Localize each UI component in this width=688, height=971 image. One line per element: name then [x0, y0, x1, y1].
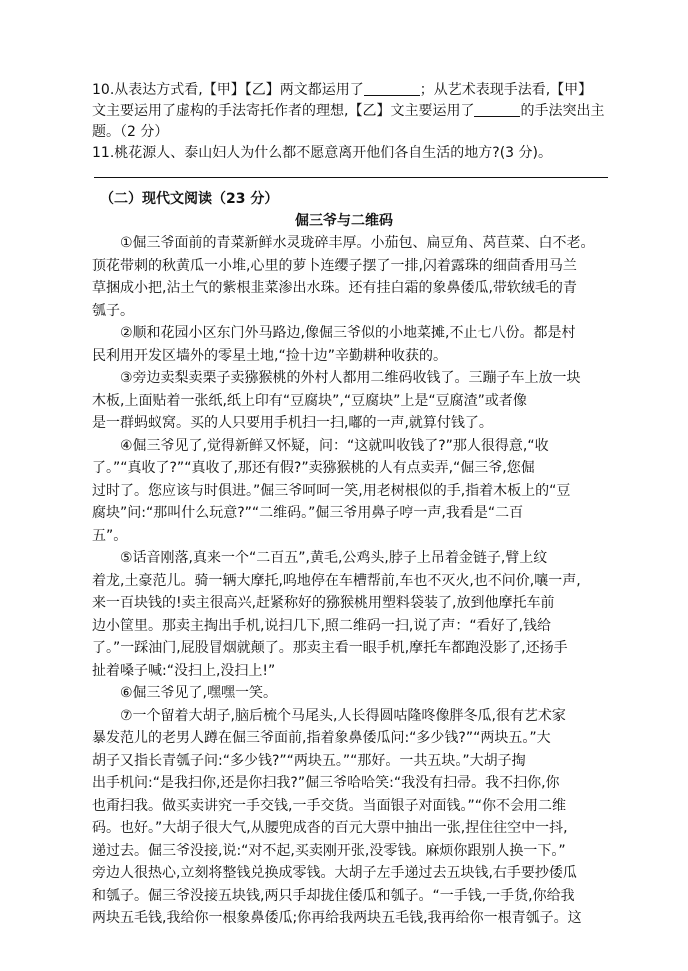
article-line: 草捆成小把,沾土气的紫根韭菜渗出水珠。还有挂白霜的象鼻倭瓜,带软绒毛的青: [92, 280, 577, 296]
article-line: 扯着嗓子喊:“没扫上,没扫上!”: [92, 663, 276, 679]
question-10-part-2: ；从艺术表现手法看,【甲】: [419, 82, 593, 98]
article-line: 木板,上面贴着一张纸,纸上印有“豆腐块”,“豆腐块”上是“豆腐渣”或者像: [92, 393, 527, 409]
article-line: 着龙,土豪范儿。骑一辆大摩托,呜地停在车槽帮前,车也不灭火,也不问价,嚷一声,: [92, 573, 581, 589]
article-line: ②顺和花园小区东门外马路边,像倔三爷似的小地菜摊,不止七八份。都是村: [92, 325, 576, 341]
article-line: 递过去。倔三爷没接,说:“对不起,买卖刚开张,没零钱。麻烦你跟别人换一下。”: [92, 843, 566, 859]
answer-blank-2[interactable]: [474, 102, 520, 117]
article-line: 了。”一踩油门,屁股冒烟就颠了。那卖主看一眼手机,摩托车都跑没影了,还扬手: [92, 640, 568, 656]
article-line: 是一群蚂蚁窝。买的人只要用手机扫一扫,嘟的一声,就算付钱了。: [92, 415, 493, 431]
question-10-line-1: [92, 80, 612, 101]
article-line: 两块五毛钱,我给你一根象鼻倭瓜;你再给我两块五毛钱,我再给你一根青瓠子。这: [92, 910, 582, 926]
article-line: ⑦一个留着大胡子,脑后梳个马尾头,人长得圆咕隆咚像胖冬瓜,很有艺术家: [92, 708, 566, 724]
question-10-part-3: 文主要运用了虚构的手法寄托作者的理想,【乙】文主要运用了: [92, 103, 475, 119]
article-line: 了。”“真收了?”“真收了,那还有假?”卖猕猴桃的人有点卖弄,“倔三爷,您倔: [92, 460, 535, 476]
question-10-part-4: 的手法突出主: [520, 103, 605, 119]
article-line: ③旁边卖梨卖栗子卖猕猴桃的外村人都用二维码收钱了。三蹦子车上放一块: [92, 370, 581, 386]
article-line: 民利用开发区墙外的零星土地,“捡十边”辛勤耕种收获的。: [92, 348, 447, 364]
article-line: 过时了。您应该与时俱进。”倔三爷呵呵一笑,用老树根似的手,指着木板上的“豆: [92, 483, 571, 499]
article-line: 腐块”问:“那叫什么玩意?”“二维码。”倔三爷用鼻子哼一声,我看是“二百: [92, 505, 524, 521]
article-line: 出手机问:“是我扫你,还是你扫我?”倔三爷哈哈笑:“我没有扫帚。我不扫你,你: [92, 775, 560, 791]
question-10-line-3: 题。（2 分）: [92, 124, 169, 140]
article-line: 也甭扫我。做买卖讲究一手交钱,一手交货。当面银子对面钱。”“你不会用二维: [92, 798, 566, 814]
article-line: 顶花带刺的秋黄瓜一小堆,心里的萝卜连缨子摆了一排,闪着露珠的细茴香用马兰: [92, 258, 577, 274]
article-line: ④倔三爷见了,觉得新鲜又怀疑，问：“这就叫收钱了?”那人很得意,“收: [92, 438, 549, 454]
article-title: 倔三爷与二维码: [295, 213, 393, 229]
article-line: 和瓠子。倔三爷没接五块钱,两只手却拢住倭瓜和瓠子。“一手钱,一手货,你给我: [92, 888, 575, 904]
article-line: 旁边人很热心,立刻将整钱兑换成零钱。大胡子左手递过去五块钱,右手要抄倭瓜: [92, 865, 577, 881]
article-line: ①倔三爷面前的青菜新鲜水灵珑碎丰厚。小茄包、扁豆角、莴苣菜、白不老。: [92, 235, 595, 251]
article-line: 来一百块钱的!卖主很高兴,赶紧称好的猕猴桃用塑料袋装了,放到他摩托车前: [92, 595, 555, 611]
answer-line: [94, 177, 608, 178]
article-line: ⑥倔三爷见了,嘿嘿一笑。: [92, 685, 278, 701]
answer-blank-1[interactable]: [364, 81, 420, 96]
article-line: 暴发范儿的老男人蹲在倔三爷面前,指着象鼻倭瓜问:“多少钱?”“两块五。”大: [92, 730, 551, 746]
article-line: 码。也好。”大胡子很大气,从腰兜成沓的百元大票中抽出一张,捏住往空中一抖,: [92, 820, 568, 836]
article-line: ⑤话音刚落,真来一个“二百五”,黄毛,公鸡头,脖子上吊着金链子,臂上纹: [92, 550, 548, 566]
question-11: 11.桃花源人、泰山妇人为什么都不愿意离开他们各自生活的地方?(3 分)。: [92, 145, 552, 161]
article-line: 边小筐里。那卖主掏出手机,说扫几下,照二维码一扫,说了声：“看好了,钱给: [92, 618, 552, 634]
article-line: 胡子又指长青瓠子问:“多少钱?”“两块五。”“那好。一共五块。”大胡子掏: [92, 753, 526, 769]
article-line: 瓠子。: [92, 303, 134, 319]
article-line: 五”。: [92, 528, 128, 544]
question-10-line-2: [92, 101, 612, 122]
question-10-part-1: 10.从表达方式看,【甲】【乙】两文都运用了: [92, 82, 364, 98]
section-title: （二）现代文阅读（23 分）: [100, 191, 279, 207]
